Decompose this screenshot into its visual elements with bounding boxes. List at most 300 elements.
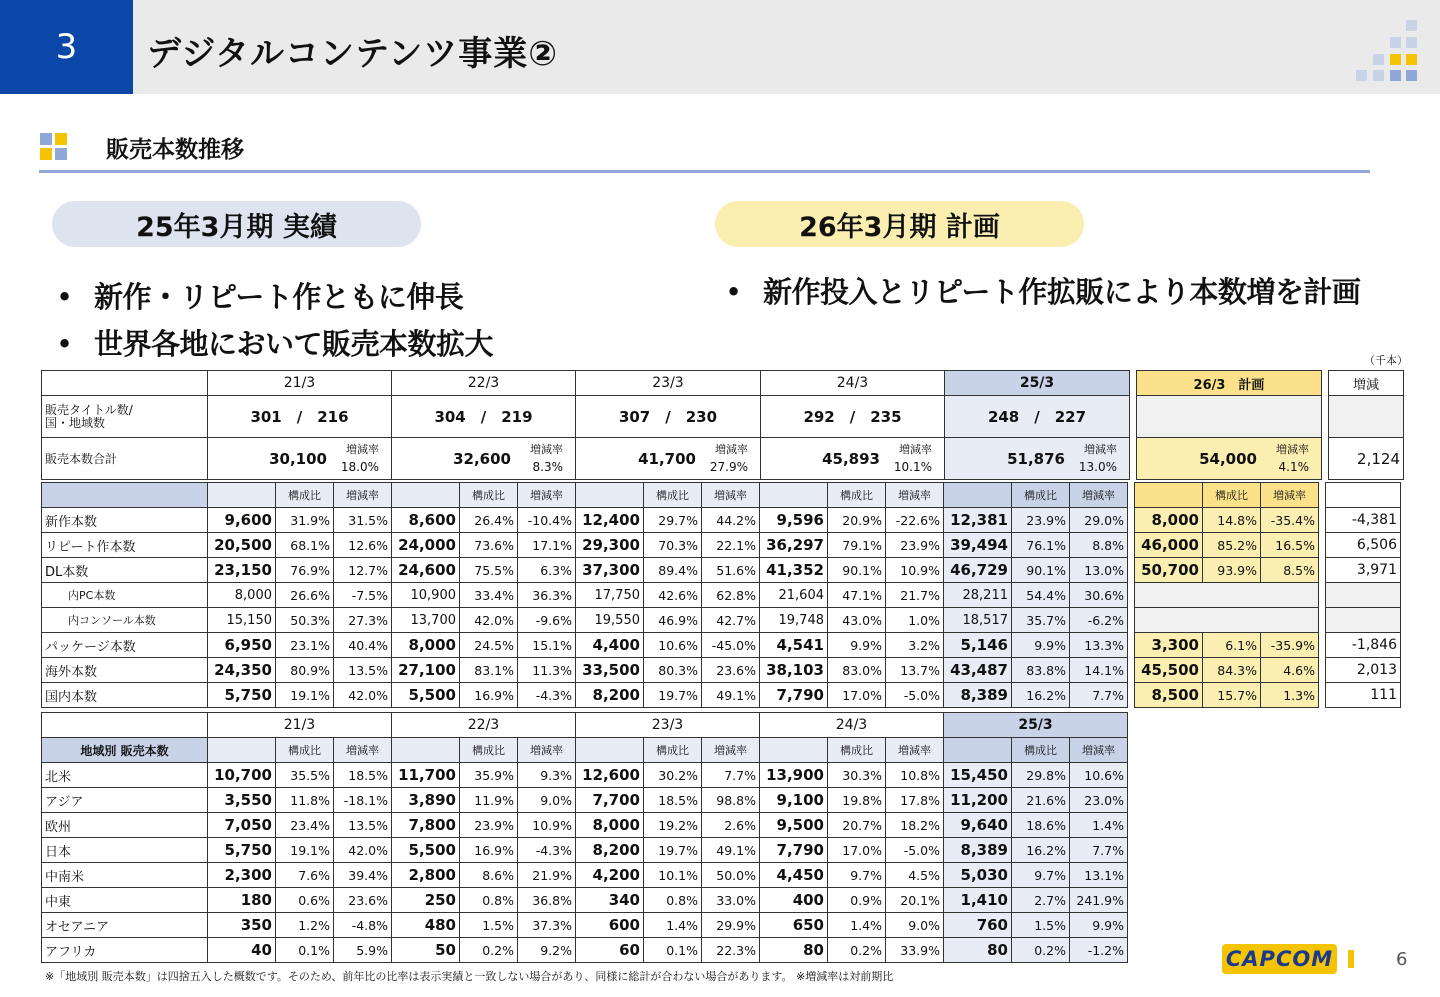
value-cell: 8,389 xyxy=(944,683,1012,708)
rate-header: 増減率 xyxy=(518,483,576,508)
rate-cell: 98.8% xyxy=(702,788,760,813)
rate-cell: -7.5% xyxy=(334,583,392,608)
ratio-cell: 23.9% xyxy=(1012,508,1070,533)
ratio-cell: 10.6% xyxy=(644,633,702,658)
plan-value-cell: 45,500 xyxy=(1135,658,1203,683)
value-cell: 9,600 xyxy=(208,508,276,533)
subheader-label xyxy=(42,483,208,508)
titles-cell: 301 / 216 xyxy=(208,396,392,438)
rate-cell: 36.3% xyxy=(518,583,576,608)
period-header: 24/3 xyxy=(761,371,945,396)
table-row xyxy=(42,633,1401,658)
row-label: リピート作本数 xyxy=(42,533,208,558)
value-cell: 36,297 xyxy=(760,533,828,558)
rate-cell: 42.0% xyxy=(334,683,392,708)
rate-label: 増減率 xyxy=(1084,443,1117,456)
value-cell: 7,050 xyxy=(208,813,276,838)
plan-value-cell: 46,000 xyxy=(1135,533,1203,558)
row-label: 販売本数合計 xyxy=(42,438,208,480)
ratio-cell: 42.0% xyxy=(460,608,518,633)
value-cell: 4,200 xyxy=(576,863,644,888)
value-cell: 24,350 xyxy=(208,658,276,683)
ratio-cell: 46.9% xyxy=(644,608,702,633)
value-cell: 3,890 xyxy=(392,788,460,813)
rate-cell: 17.8% xyxy=(886,788,944,813)
rate-cell: 7.7% xyxy=(1070,683,1128,708)
table-row xyxy=(42,788,1128,813)
table-row xyxy=(42,658,1401,683)
value-cell: 38,103 xyxy=(760,658,828,683)
plan-rate-cell: 16.5% xyxy=(1261,533,1319,558)
gap-cell xyxy=(1319,508,1326,533)
gap-cell xyxy=(1319,608,1326,633)
ratio-cell: 79.1% xyxy=(828,533,886,558)
value-cell: 5,500 xyxy=(392,838,460,863)
rate-cell: 23.6% xyxy=(334,888,392,913)
total-value: 51,876 xyxy=(1007,450,1065,468)
period-header: 22/3 xyxy=(392,371,576,396)
rate-cell: 8.8% xyxy=(1070,533,1128,558)
value-cell: 24,000 xyxy=(392,533,460,558)
rate-value: 27.9% xyxy=(709,460,748,474)
ratio-header: 構成比 xyxy=(644,483,702,508)
titles-cell: 292 / 235 xyxy=(761,396,945,438)
plan-value-cell: 8,000 xyxy=(1135,508,1203,533)
gap-cell xyxy=(1322,396,1329,438)
value-cell: 8,000 xyxy=(208,583,276,608)
change-cell: -1,846 xyxy=(1326,633,1401,658)
value-cell: 11,200 xyxy=(944,788,1012,813)
plan-ratio-cell: 93.9% xyxy=(1203,558,1261,583)
plan-rate-cell: 8.5% xyxy=(1261,558,1319,583)
value-cell: 1,410 xyxy=(944,888,1012,913)
ratio-cell: 89.4% xyxy=(644,558,702,583)
ratio-cell: 1.5% xyxy=(1012,913,1070,938)
rate-cell: 4.5% xyxy=(886,863,944,888)
gap-cell xyxy=(1319,583,1326,608)
period-header: 23/3 xyxy=(576,371,761,396)
ratio-cell: 9.9% xyxy=(828,633,886,658)
subheader-blank xyxy=(1135,483,1203,508)
table-row xyxy=(42,863,1128,888)
ratio-cell: 24.5% xyxy=(460,633,518,658)
rate-cell: 9.3% xyxy=(518,763,576,788)
subheader-blank xyxy=(392,738,460,763)
subheader-blank xyxy=(576,738,644,763)
ratio-cell: 68.1% xyxy=(276,533,334,558)
subheader-blank xyxy=(392,483,460,508)
total-cell xyxy=(392,438,576,480)
ratio-cell: 19.8% xyxy=(828,788,886,813)
ratio-header: 構成比 xyxy=(1012,483,1070,508)
value-cell: 7,700 xyxy=(576,788,644,813)
period-header: 23/3 xyxy=(576,713,760,738)
ratio-header: 構成比 xyxy=(1012,738,1070,763)
value-cell: 7,790 xyxy=(760,683,828,708)
rate-label: 増減率 xyxy=(715,443,748,456)
period-header: 21/3 xyxy=(208,713,392,738)
rate-cell: -22.6% xyxy=(886,508,944,533)
rate-cell: 11.3% xyxy=(518,658,576,683)
value-cell: 37,300 xyxy=(576,558,644,583)
rate-cell: 1.0% xyxy=(886,608,944,633)
value-cell: 3,550 xyxy=(208,788,276,813)
rate-cell: 33.9% xyxy=(886,938,944,963)
value-cell: 43,487 xyxy=(944,658,1012,683)
rate-header: 増減率 xyxy=(1070,738,1128,763)
ratio-cell: 1.4% xyxy=(828,913,886,938)
ratio-cell: 0.6% xyxy=(276,888,334,913)
ratio-cell: 9.7% xyxy=(1012,863,1070,888)
value-cell: 8,000 xyxy=(576,813,644,838)
rate-cell: 10.8% xyxy=(886,763,944,788)
table-row xyxy=(42,583,1401,608)
rate-cell: 21.9% xyxy=(518,863,576,888)
table-row xyxy=(42,608,1401,633)
table-row xyxy=(42,713,1128,738)
value-cell: 8,389 xyxy=(944,838,1012,863)
value-cell: 4,400 xyxy=(576,633,644,658)
plan-value-cell: 8,500 xyxy=(1135,683,1203,708)
ratio-cell: 30.3% xyxy=(828,763,886,788)
plan-ratio-cell: 15.7% xyxy=(1203,683,1261,708)
section-number: 3 xyxy=(0,0,133,94)
table-row xyxy=(42,683,1401,708)
rate-value: 18.0% xyxy=(340,460,379,474)
rate-cell: 22.1% xyxy=(702,533,760,558)
gap-cell xyxy=(1319,658,1326,683)
rate-cell: 49.1% xyxy=(702,683,760,708)
period-header: 24/3 xyxy=(760,713,944,738)
rate-cell: -10.4% xyxy=(518,508,576,533)
value-cell: 80 xyxy=(760,938,828,963)
rate-cell: 40.4% xyxy=(334,633,392,658)
total-cell xyxy=(761,438,945,480)
rate-cell: 7.7% xyxy=(1070,838,1128,863)
ratio-cell: 2.7% xyxy=(1012,888,1070,913)
ratio-cell: 16.9% xyxy=(460,838,518,863)
bullet-item: • 新作・リピート作ともに伸長 xyxy=(56,280,464,314)
gap-cell xyxy=(1319,558,1326,583)
titles-cell: 307 / 230 xyxy=(576,396,761,438)
ratio-cell: 19.2% xyxy=(644,813,702,838)
value-cell: 13,700 xyxy=(392,608,460,633)
ratio-cell: 11.9% xyxy=(460,788,518,813)
rate-header: 増減率 xyxy=(702,483,760,508)
gap-cell xyxy=(1322,371,1329,396)
ratio-cell: 11.8% xyxy=(276,788,334,813)
gap-cell xyxy=(1130,371,1137,396)
rate-cell: 21.7% xyxy=(886,583,944,608)
value-cell: 60 xyxy=(576,938,644,963)
rate-cell: 39.4% xyxy=(334,863,392,888)
plan-rate-cell: 4.6% xyxy=(1261,658,1319,683)
ratio-header: 構成比 xyxy=(1203,483,1261,508)
rate-cell: -4.3% xyxy=(518,683,576,708)
ratio-cell: 16.2% xyxy=(1012,838,1070,863)
rate-cell: 33.0% xyxy=(702,888,760,913)
table-row xyxy=(42,913,1128,938)
ratio-cell: 21.6% xyxy=(1012,788,1070,813)
ratio-cell: 0.1% xyxy=(644,938,702,963)
row-label: DL本数 xyxy=(42,558,208,583)
rate-cell: -4.8% xyxy=(334,913,392,938)
logo-bar xyxy=(1348,950,1354,968)
ratio-cell: 0.1% xyxy=(276,938,334,963)
ratio-cell: 10.1% xyxy=(644,863,702,888)
rate-cell: 62.8% xyxy=(702,583,760,608)
ratio-header: 構成比 xyxy=(460,738,518,763)
gap-cell xyxy=(1319,633,1326,658)
section-subtitle: 販売本数推移 xyxy=(106,137,244,163)
ratio-cell: 26.4% xyxy=(460,508,518,533)
ratio-cell: 50.3% xyxy=(276,608,334,633)
row-label: 内コンソール本数 xyxy=(42,608,208,633)
ratio-cell: 9.7% xyxy=(828,863,886,888)
page-title: デジタルコンテンツ事業② xyxy=(147,34,559,74)
rate-cell: 29.0% xyxy=(1070,508,1128,533)
value-cell: 480 xyxy=(392,913,460,938)
ratio-cell: 8.6% xyxy=(460,863,518,888)
ratio-cell: 7.6% xyxy=(276,863,334,888)
value-cell: 17,750 xyxy=(576,583,644,608)
value-cell: 11,700 xyxy=(392,763,460,788)
ratio-cell: 23.4% xyxy=(276,813,334,838)
rate-label: 増減率 xyxy=(899,443,932,456)
rate-cell: 3.2% xyxy=(886,633,944,658)
gap-cell xyxy=(1322,438,1329,480)
ratio-header: 構成比 xyxy=(644,738,702,763)
ratio-cell: 70.3% xyxy=(644,533,702,558)
rate-cell: 50.0% xyxy=(702,863,760,888)
total-value: 41,700 xyxy=(638,450,696,468)
rate-cell: 12.6% xyxy=(334,533,392,558)
ratio-cell: 83.0% xyxy=(828,658,886,683)
ratio-cell: 76.1% xyxy=(1012,533,1070,558)
rate-label: 増減率 xyxy=(346,443,379,456)
value-cell: 27,100 xyxy=(392,658,460,683)
period-header: 25/3 xyxy=(944,713,1128,738)
plan-ratio-cell: 84.3% xyxy=(1203,658,1261,683)
rate-label: 増減率 xyxy=(1276,443,1309,456)
table-row xyxy=(42,813,1128,838)
gap-cell xyxy=(1130,438,1137,480)
change-empty-cell xyxy=(1326,608,1401,633)
bullet-item: • 新作投入とリピート作拡販により本数増を計画 xyxy=(725,275,1361,309)
change-cell: 2,013 xyxy=(1326,658,1401,683)
value-cell: 5,750 xyxy=(208,838,276,863)
ratio-cell: 23.9% xyxy=(460,813,518,838)
subheader-blank xyxy=(760,738,828,763)
total-value: 30,100 xyxy=(269,450,327,468)
rate-header: 増減率 xyxy=(1070,483,1128,508)
value-cell: 8,600 xyxy=(392,508,460,533)
plan-empty-cell xyxy=(1135,583,1319,608)
gap-cell xyxy=(1128,508,1135,533)
gap-cell xyxy=(1128,683,1135,708)
rate-header: 増減率 xyxy=(702,738,760,763)
plan-rate-cell: 1.3% xyxy=(1261,683,1319,708)
ratio-header: 構成比 xyxy=(276,483,334,508)
ratio-cell: 1.5% xyxy=(460,913,518,938)
total-value: 32,600 xyxy=(453,450,511,468)
table-row xyxy=(42,938,1128,963)
rate-cell: 9.9% xyxy=(1070,913,1128,938)
footnote: ※「地域別 販売本数」は四捨五入した概数です。そのため、前年比の比率は表示実績と一致しない場合があり、同様に総計が合わない場合があります。 ※増減率は対前期比 xyxy=(45,970,894,983)
divider xyxy=(39,170,1370,173)
rate-cell: 13.1% xyxy=(1070,863,1128,888)
ratio-cell: 75.5% xyxy=(460,558,518,583)
gap-cell xyxy=(1128,583,1135,608)
value-cell: 10,900 xyxy=(392,583,460,608)
ratio-cell: 19.7% xyxy=(644,838,702,863)
ratio-cell: 30.2% xyxy=(644,763,702,788)
value-cell: 13,900 xyxy=(760,763,828,788)
value-cell: 2,800 xyxy=(392,863,460,888)
period-header: 25/3 xyxy=(945,371,1130,396)
ratio-cell: 42.6% xyxy=(644,583,702,608)
corner-cell xyxy=(42,371,208,396)
row-label: アフリカ xyxy=(42,938,208,963)
value-cell: 80 xyxy=(944,938,1012,963)
ratio-cell: 9.9% xyxy=(1012,633,1070,658)
subheader-blank xyxy=(944,483,1012,508)
value-cell: 18,517 xyxy=(944,608,1012,633)
rate-cell: 241.9% xyxy=(1070,888,1128,913)
rate-cell: 13.7% xyxy=(886,658,944,683)
row-label: オセアニア xyxy=(42,913,208,938)
value-cell: 20,500 xyxy=(208,533,276,558)
rate-cell: 10.9% xyxy=(886,558,944,583)
value-cell: 19,748 xyxy=(760,608,828,633)
value-cell: 8,200 xyxy=(576,838,644,863)
ratio-cell: 17.0% xyxy=(828,683,886,708)
subheader-label: 地域別 販売本数 xyxy=(42,738,208,763)
rate-cell: 23.9% xyxy=(886,533,944,558)
rate-cell: -45.0% xyxy=(702,633,760,658)
total-cell xyxy=(945,438,1130,480)
value-cell: 29,300 xyxy=(576,533,644,558)
value-cell: 9,100 xyxy=(760,788,828,813)
ratio-cell: 83.8% xyxy=(1012,658,1070,683)
rate-value: 10.1% xyxy=(893,460,932,474)
ratio-cell: 17.0% xyxy=(828,838,886,863)
value-cell: 46,729 xyxy=(944,558,1012,583)
rate-cell: 13.5% xyxy=(334,813,392,838)
value-cell: 8,000 xyxy=(392,633,460,658)
ratio-cell: 54.4% xyxy=(1012,583,1070,608)
ratio-cell: 31.9% xyxy=(276,508,334,533)
change-header: 増減 xyxy=(1329,371,1404,396)
bullet-item: • 世界各地において販売本数拡大 xyxy=(56,327,494,361)
ratio-cell: 35.7% xyxy=(1012,608,1070,633)
rate-cell: -5.0% xyxy=(886,683,944,708)
rate-cell: 6.3% xyxy=(518,558,576,583)
rate-header: 増減率 xyxy=(518,738,576,763)
rate-cell: 9.2% xyxy=(518,938,576,963)
rate-cell: 22.3% xyxy=(702,938,760,963)
ratio-cell: 33.4% xyxy=(460,583,518,608)
ratio-cell: 80.9% xyxy=(276,658,334,683)
change-cell: -4,381 xyxy=(1326,508,1401,533)
ratio-cell: 90.1% xyxy=(828,558,886,583)
plan-empty-cell xyxy=(1135,608,1319,633)
rate-cell: 15.1% xyxy=(518,633,576,658)
plan-ratio-cell: 6.1% xyxy=(1203,633,1261,658)
rate-cell: 14.1% xyxy=(1070,658,1128,683)
table-row xyxy=(42,396,1404,438)
rate-cell: 1.4% xyxy=(1070,813,1128,838)
row-label: パッケージ本数 xyxy=(42,633,208,658)
value-cell: 19,550 xyxy=(576,608,644,633)
rate-cell: 2.6% xyxy=(702,813,760,838)
plan-value-cell: 50,700 xyxy=(1135,558,1203,583)
value-cell: 600 xyxy=(576,913,644,938)
change-empty-cell xyxy=(1329,396,1404,438)
ratio-cell: 90.1% xyxy=(1012,558,1070,583)
value-cell: 12,400 xyxy=(576,508,644,533)
ratio-cell: 20.7% xyxy=(828,813,886,838)
rate-cell: 13.3% xyxy=(1070,633,1128,658)
decorative-squares-icon xyxy=(1356,20,1420,82)
value-cell: 760 xyxy=(944,913,1012,938)
plan-pill: 26年3月期 計画 xyxy=(715,201,1084,247)
total-value: 45,893 xyxy=(822,450,880,468)
plan-value-cell: 3,300 xyxy=(1135,633,1203,658)
row-label: 海外本数 xyxy=(42,658,208,683)
rate-value: 13.0% xyxy=(1078,460,1117,474)
subheader-blank xyxy=(576,483,644,508)
rate-value: 8.3% xyxy=(532,460,563,474)
value-cell: 5,146 xyxy=(944,633,1012,658)
value-cell: 9,596 xyxy=(760,508,828,533)
ratio-cell: 0.9% xyxy=(828,888,886,913)
subheader-blank xyxy=(208,738,276,763)
rate-cell: 10.6% xyxy=(1070,763,1128,788)
change-cell: 2,124 xyxy=(1329,438,1404,480)
subheader-blank xyxy=(944,738,1012,763)
value-cell: 9,640 xyxy=(944,813,1012,838)
rate-cell: -6.2% xyxy=(1070,608,1128,633)
change-cell: 111 xyxy=(1326,683,1401,708)
ratio-header: 構成比 xyxy=(460,483,518,508)
corner-cell xyxy=(42,713,208,738)
rate-header: 増減率 xyxy=(886,738,944,763)
gap-cell xyxy=(1130,396,1137,438)
table-row xyxy=(42,371,1404,396)
row-label: 新作本数 xyxy=(42,508,208,533)
value-cell: 5,030 xyxy=(944,863,1012,888)
rate-cell: 5.9% xyxy=(334,938,392,963)
row-label: 販売タイトル数/ 国・地域数 xyxy=(42,396,208,438)
total-value: 54,000 xyxy=(1199,450,1257,468)
row-label: 中東 xyxy=(42,888,208,913)
ratio-cell: 19.7% xyxy=(644,683,702,708)
rate-cell: 37.3% xyxy=(518,913,576,938)
ratio-cell: 26.6% xyxy=(276,583,334,608)
rate-label: 増減率 xyxy=(530,443,563,456)
ratio-cell: 0.8% xyxy=(460,888,518,913)
gap-cell xyxy=(1128,558,1135,583)
plan-ratio-cell: 14.8% xyxy=(1203,508,1261,533)
ratio-cell: 80.3% xyxy=(644,658,702,683)
rate-cell: 51.6% xyxy=(702,558,760,583)
ratio-cell: 73.6% xyxy=(460,533,518,558)
results-pill: 25年3月期 実績 xyxy=(52,201,421,247)
ratio-header: 構成比 xyxy=(828,738,886,763)
table-row xyxy=(42,483,1401,508)
plan-empty-cell xyxy=(1137,396,1322,438)
